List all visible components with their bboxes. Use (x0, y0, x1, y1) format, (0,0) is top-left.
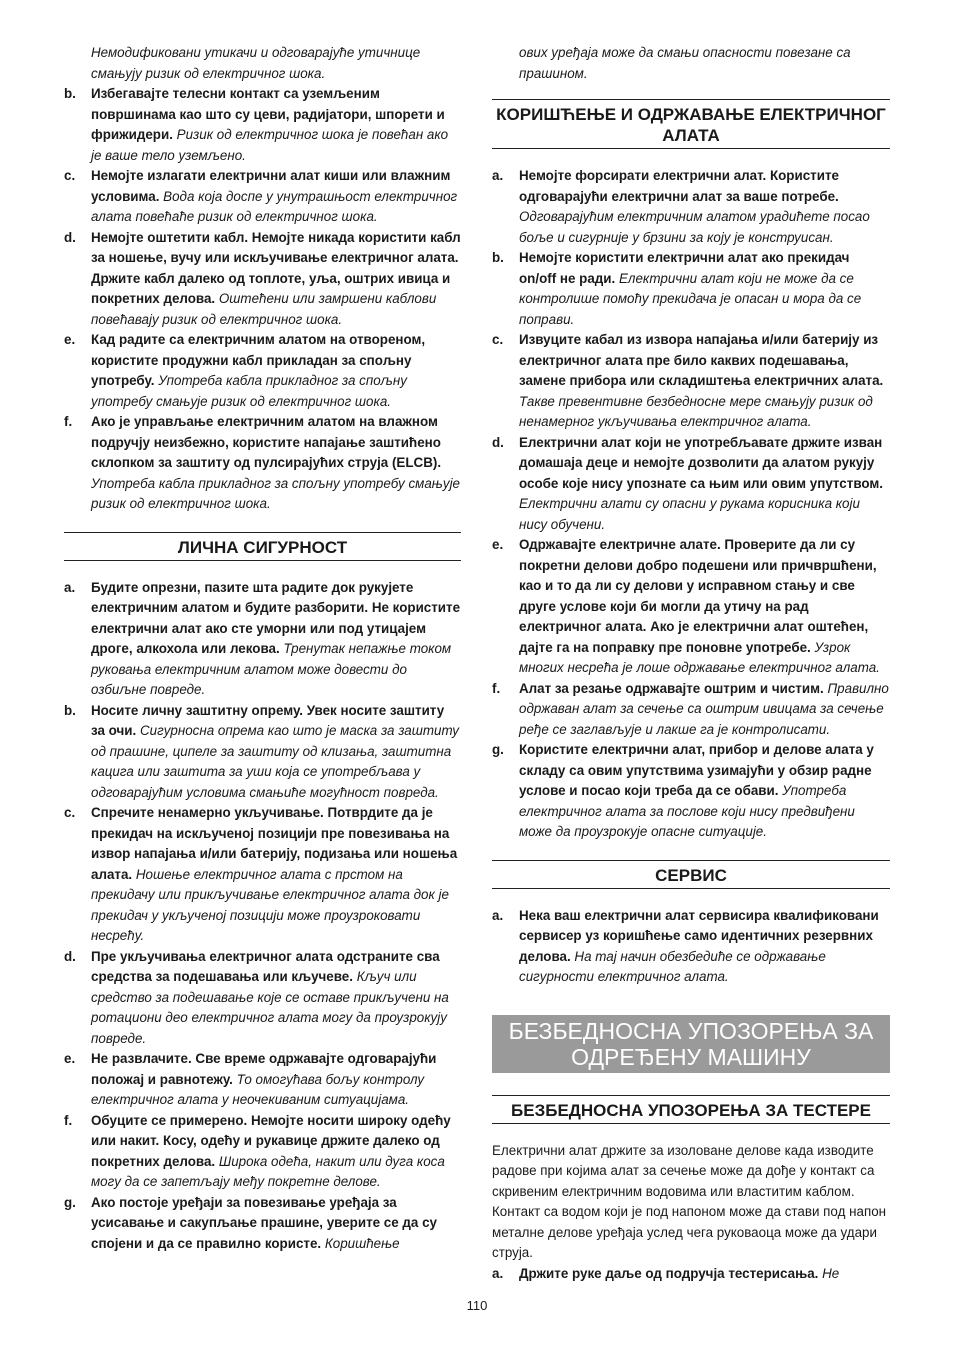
item-letter: b. (64, 702, 76, 718)
item-explanation: Сигурносна опрема као што је маска за заштиту од прашине, ципеле за заштиту од клизања, заштитна кацига или заштита за уши која се употребљава у одговарајућим условима смањиће могућност повреда. (91, 723, 460, 800)
item-explanation: Ризик од електричног шока је повећан ако је ваше тело уземљено. (91, 127, 449, 163)
item-body (91, 803, 461, 947)
item-instruction: Немојте форсирати електрични алат. Користите одговарајући електрични алат за ваше потребе. (519, 168, 839, 204)
list-item (492, 906, 890, 988)
item-body (519, 330, 890, 433)
list-item (492, 166, 890, 248)
item-letter: c. (64, 168, 76, 183)
item-letter: d. (64, 229, 76, 245)
item-explanation: Кључ или средство за подешавање које се оставе прикључени на ротациони део електричног алата могу да проузрокују повреде. (91, 969, 449, 1046)
item-instruction: Ако је управљање електричним алатом на влажном подручју неизбежно, користите напајање заштићено склопком за заштиту од пулсирајућих струја (ELCB). (91, 414, 442, 470)
list-item (64, 947, 461, 1050)
item-letter: f. (64, 1112, 73, 1128)
item-letter: f. (64, 414, 73, 429)
service-list (492, 906, 890, 988)
continuation-text: ових уређаја може да смањи опасности повезане са прашином. (519, 45, 851, 81)
item-letter: f. (492, 680, 501, 696)
saws-list (492, 1264, 890, 1285)
list-item (64, 412, 461, 515)
item-explanation: Такве превентивне безбедносне мере смањују ризик од ненамерног укључивања електричног алата. (519, 393, 873, 429)
item-body (519, 166, 890, 248)
item-letter: e. (492, 537, 504, 552)
item-instruction: Алат за резање одржавајте оштрим и чистим. (519, 680, 824, 696)
item-instruction: Пре укључивања електричног алата одстраните сва средства за подешавања или кључеве. (91, 948, 440, 984)
list-item (64, 1193, 461, 1255)
list-item (64, 166, 461, 228)
list-item (492, 1264, 890, 1285)
item-letter: d. (64, 948, 76, 964)
list-item (64, 228, 461, 331)
section-heading-service: СЕРВИС (492, 860, 890, 889)
section-heading-personal-safety: ЛИЧНА СИГУРНОСТ (64, 532, 461, 561)
list-item (64, 803, 461, 947)
list-item (64, 1049, 461, 1111)
list-item (64, 578, 461, 701)
list-item (64, 84, 461, 166)
item-explanation: На тај начин обезбедиће се одржавање сигурности електричног алата. (519, 948, 826, 984)
item-explanation: Узрок многих несрећа је лоше одржавање електричног алата. (519, 639, 880, 675)
item-explanation: То омогућава бољу контролу електричног алата у неочекиваним ситуацијама. (91, 1071, 425, 1107)
list-item (64, 1111, 461, 1193)
item-instruction: Кад радите са електричним алатом на отвореном, користите продужни кабл прикладан за спољну употребу. (91, 332, 426, 388)
page-number: 110 (466, 1298, 488, 1313)
list-item (492, 248, 890, 330)
item-explanation: Употреба кабла прикладног за спољну употребу смањује ризик од електричног шока. (91, 373, 407, 409)
item-letter: a. (492, 168, 504, 183)
list-item (64, 330, 461, 412)
item-explanation: Одговарајућим електричним алатом урадићете посао боље и сигурније у брзини за коју је конструисан. (519, 209, 870, 245)
item-letter: d. (492, 434, 504, 450)
item-letter: b. (64, 86, 76, 101)
item-instruction: Спречите ненамерно укључивање. Потврдите да је прекидач на искљученој позицији пре повезивања на извор напајања и/или батерију, подизања или ношења алата. (91, 805, 458, 882)
item-explanation: Употреба кабла прикладног за спољну употребу смањује ризик од електричног шока. (91, 475, 460, 511)
item-instruction: Одржавајте електричне алате. Проверите да ли су покретни делови добро подешени или причвршћени, као и то да ли су делови у исправном стању и све друге услове који би могли да утичу на рад електричног алата. Ако је електрични алат оштећен, дајте га на поправку пре поновне употребе. (519, 537, 877, 655)
item-explanation: Оштећени или замршени каблови повећавају ризик од електричног шока. (91, 291, 437, 327)
item-instruction: Немојте оштетити кабл. Немојте никада користити кабл за ношење, вучу или искључивање електричног алата. Држите кабл далеко од топлоте, уља, оштрих ивица и покретних делова. (91, 229, 461, 306)
item-explanation: Не (822, 1265, 840, 1281)
item-body (91, 1193, 461, 1255)
item-body (519, 248, 890, 330)
item-body (91, 228, 461, 331)
saws-paragraph: Електрични алат држите за изоловане делове када изводите радове при којима алат за сечење може да дође у контакт са скривеним електричним водовима или властитим каблом. Контакт са водом који је под напоном може да стави под напон металне делове уређаја услед чега руковаоца може да удари струја. (492, 1142, 887, 1260)
item-instruction: Ако постоје уређаји за повезивање уређаја за усисавање и сакупљање прашине, уверите се да су спојени и да се правилно користе. (91, 1194, 437, 1251)
item-body (519, 433, 890, 536)
right-column (492, 43, 890, 1284)
item-letter: a. (492, 1265, 504, 1281)
section-heading-tool-use: КОРИШЋЕЊЕ И ОДРЖАВАЊЕ ЕЛЕКТРИЧНОГ АЛАТА (492, 99, 890, 149)
item-letter: c. (492, 332, 504, 347)
continuation-text: Немодификовани утикачи и одговарајуће утичнице смањују ризик од електричног шока. (91, 45, 421, 81)
item-instruction: Користите електрични алат, прибор и делове алата у складу са овим упутствима узимајући у обзир радне услове и посао који треба да се обави. (519, 742, 874, 798)
electrical-safety-list (64, 84, 461, 515)
item-body (91, 947, 461, 1050)
item-body (519, 679, 890, 741)
item-explanation: Широка одећа, накит или дуга коса могу да се запетљају међу покретне делове. (91, 1153, 445, 1189)
list-item (492, 740, 890, 843)
item-instruction: Немојте користити електрични алат ако прекидач on/off не ради. (519, 250, 850, 286)
item-instruction: Нека ваш електрични алат сервисира квалификовани сервисер уз коришћење само идентичних резервних делова. (519, 907, 879, 964)
tool-use-list (492, 166, 890, 843)
item-explanation: Вода која доспе у унутрашњост електричног алата повећаће ризик од електричног шока. (91, 188, 458, 224)
item-instruction: Обуците се примерено. Немојте носити широку одећу или накит. Косу, одећу и рукавице држите далеко од покретних делова. (91, 1112, 451, 1169)
item-instruction: Не развлачите. Све време одржавајте одговарајући положај и равнотежу. (91, 1051, 437, 1087)
item-explanation: Коришћење (324, 1235, 400, 1251)
item-body (91, 701, 461, 804)
item-body (91, 1111, 461, 1193)
item-letter: g. (492, 742, 504, 757)
item-instruction: Електрични алат који не употребљавате држите изван домашаја деце и немојте дозволити да алатом рукују особе које нису упознате са њим или овим упутством. (519, 434, 883, 491)
list-item (492, 679, 890, 741)
specific-machine-banner: БЕЗБЕДНОСНА УПОЗОРЕЊА ЗА ОДРЕЂЕНУ МАШИНУ (492, 1015, 890, 1073)
item-instruction: Будите опрезни, пазите шта радите док рукујете електричним алатом и будите разборити. Не користите електрични алат ако сте уморни или под утицајем дроге, алкохола или лекова. (91, 579, 461, 656)
item-explanation: Правилно одржаван алат за сечење са оштрим ивицама за сечење ређе се заглављује и лакше га је контролисати. (519, 680, 889, 737)
item-instruction: Носите личну заштитну опрему. Увек носите заштиту за очи. (91, 702, 445, 738)
left-column (64, 43, 461, 1254)
section-heading-saws: БЕЗБЕДНОСНА УПОЗОРЕЊА ЗА ТЕСТЕРЕ (492, 1095, 890, 1124)
item-body (91, 1049, 461, 1111)
item-letter: e. (64, 1051, 76, 1066)
item-instruction: Немојте излагати електрични алат киши или влажним условима. (91, 168, 451, 204)
item-letter: a. (492, 907, 504, 923)
item-body (91, 84, 461, 166)
item-explanation: Тренутак непажње током руковања електричним алатом може довести до озбиљне повреде. (91, 641, 452, 697)
item-body (519, 535, 890, 679)
item-letter: b. (492, 250, 504, 265)
personal-safety-list (64, 578, 461, 1255)
item-body (91, 412, 461, 515)
item-explanation: Ношење електричног алата с прстом на прекидачу или прикључивање електричног алата док је прекидач у укљученој позицији може проузроковати несрећу. (91, 866, 449, 943)
item-letter: g. (64, 1194, 76, 1210)
item-instruction: Држите руке даље од подручја тестерисања. (519, 1265, 819, 1281)
item-explanation: Употреба електричног алата за послове који нису предвиђени може да проузрокује опасне ситуације. (519, 783, 855, 839)
list-item (492, 433, 890, 536)
item-letter: c. (64, 805, 76, 820)
item-letter: a. (64, 579, 76, 595)
item-instruction: Избегавајте телесни контакт са уземљеним површинама као што су цеви, радијатори, шпорети и фрижидери. (91, 86, 445, 142)
item-letter: e. (64, 332, 76, 347)
list-item (492, 535, 890, 679)
item-body (91, 166, 461, 228)
list-item (492, 330, 890, 433)
item-explanation: Електрични алат који не може да се контролише помоћу прекидача је опасан и мора да се поправи. (519, 270, 862, 327)
item-body (519, 740, 890, 843)
list-item (64, 701, 461, 804)
item-body (519, 1264, 890, 1285)
item-body (91, 578, 461, 701)
item-instruction: Извуците кабал из извора напајања и/или батерију из електричног алата пре било каквих подешавања, замене прибора или складиштења електричних алата. (519, 332, 884, 388)
item-body (519, 906, 890, 988)
item-body (91, 330, 461, 412)
item-explanation: Електрични алати су опасни у рукама корисника који нису обучени. (519, 496, 860, 532)
